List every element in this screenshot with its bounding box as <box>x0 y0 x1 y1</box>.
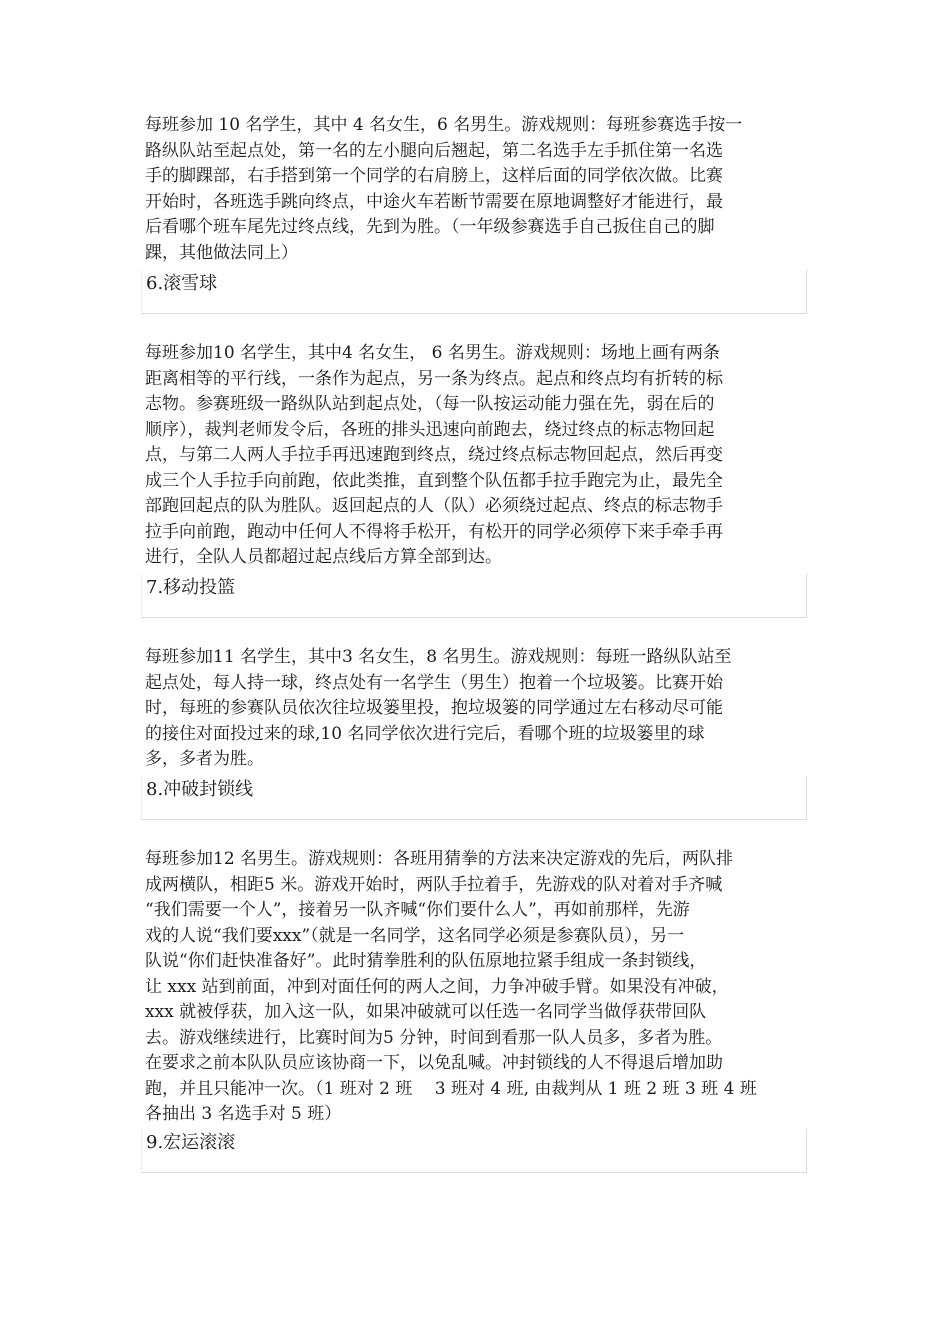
section9-heading: 9.宏运滚滚 <box>146 1132 236 1153</box>
section9-heading-box <box>141 1129 807 1173</box>
text-line: 起点处，每人持一球，终点处有一名学生（男生）抱着一个垃圾篓。比赛开始 <box>145 672 723 693</box>
text-line: 跑，并且只能冲一次。（1 班对 2 班 3 班对 4 班, 由裁判从 1 班 2 班 3 班 4 班 <box>145 1078 757 1099</box>
text-line: 每班参加10 名学生，其中4 名女生， 6 名男生。游戏规则：场地上画有两条 <box>145 343 720 363</box>
section8-heading: 8.冲破封锁线 <box>146 779 254 800</box>
text-line: xxx 就被俘获，加入这一队，如果冲破就可以任选一名同学当做俘获带回队 <box>145 1002 707 1022</box>
text-line: 后看哪个班车尾先过终点线，先到为胜。（一年级参赛选手自己扳住自己的脚 <box>145 217 715 237</box>
text-line: 拉手向前跑，跑动中任何人不得将手松开，有松开的同学必须停下来手牵手再 <box>145 521 723 542</box>
text-line: 踝，其他做法同上） <box>145 242 298 263</box>
text-line: 队说“你们赶快准备好”。此时猜拳胜利的队伍原地拉紧手组成一条封锁线， <box>145 951 707 971</box>
text-line: 让 xxx 站到前面，冲到对面任何的两人之间，力争冲破手臂。如果没有冲破， <box>145 976 729 997</box>
text-line: 多，多者为胜。 <box>145 749 264 769</box>
text-line: 成三个人手拉手向前跑，依此类推，直到整个队伍都手拉手跑完为止，最先全 <box>145 470 723 491</box>
text-line: 部跑回起点的队为胜队。返回起点的人（队）必须绕过起点、终点的标志物手 <box>145 496 723 516</box>
section8-paragraph <box>145 847 845 1128</box>
text-line: 戏的人说“我们要xxx”（就是一名同学，这名同学必须是参赛队员），另一 <box>145 925 685 946</box>
text-line: 各抽出 3 名选手对 5 班） <box>145 1104 342 1124</box>
text-line: 手的脚踝部，右手搭到第一个同学的右肩膀上，这样后面的同学依次做。比赛 <box>145 166 723 186</box>
text-line: 每班参加 10 名学生，其中 4 名女生，6 名男生。游戏规则：每班参赛选手按一 <box>145 115 743 135</box>
text-line: 顺序），裁判老师发令后，各班的排头迅速向前跑去，绕过终点的标志物回起 <box>145 419 715 440</box>
section5-paragraph <box>145 113 845 266</box>
text-line: 时，每班的参赛队员依次往垃圾篓里投，抱垃圾篓的同学通过左右移动尽可能 <box>145 698 723 718</box>
text-line: 点，与第二人两人手拉手再迅速跑到终点，绕过终点标志物回起点，然后再变 <box>145 445 723 465</box>
text-line: 每班参加12 名男生。游戏规则：各班用猜拳的方法来决定游戏的先后，两队排 <box>145 849 734 869</box>
section7-heading-box <box>141 574 807 618</box>
text-line: 成两横队，相距5 米。游戏开始时，两队手拉着手，先游戏的队对着对手齐喊 <box>145 874 723 895</box>
section8-heading-box <box>141 776 807 820</box>
section6-heading-box <box>141 270 807 314</box>
text-line: 去。游戏继续进行，比赛时间为5 分钟，时间到看那一队人员多，多者为胜。 <box>145 1027 723 1048</box>
section6-paragraph <box>145 341 845 571</box>
text-line: 路纵队站至起点处，第一名的左小腿向后翘起，第二名选手左手抓住第一名选 <box>145 140 723 161</box>
section7-paragraph <box>145 645 845 773</box>
section7-heading: 7.移动投篮 <box>146 577 236 598</box>
text-line: 的接住对面投过来的球,10 名同学依次进行完后，看哪个班的垃圾篓里的球 <box>145 723 705 744</box>
text-line: 进行，全队人员都超过起点线后方算全部到达。 <box>145 547 502 567</box>
text-line: 距离相等的平行线，一条作为起点，另一条为终点。起点和终点均有折转的标 <box>145 368 723 389</box>
text-line: “我们需要一个人”，接着另一队齐喊“你们要什么人”，再如前那样，先游 <box>145 900 690 920</box>
text-line: 志物。参赛班级一路纵队站到起点处，（每一队按运动能力强在先，弱在后的 <box>145 394 715 414</box>
text-line: 在要求之前本队队员应该协商一下，以免乱喊。冲封锁线的人不得退后增加助 <box>145 1053 723 1073</box>
text-line: 每班参加11 名学生，其中3 名女生，8 名男生。游戏规则：每班一路纵队站至 <box>145 647 732 667</box>
text-line: 开始时，各班选手跳向终点，中途火车若断节需要在原地调整好才能进行，最 <box>145 191 723 212</box>
section6-heading: 6.滚雪球 <box>146 273 218 294</box>
